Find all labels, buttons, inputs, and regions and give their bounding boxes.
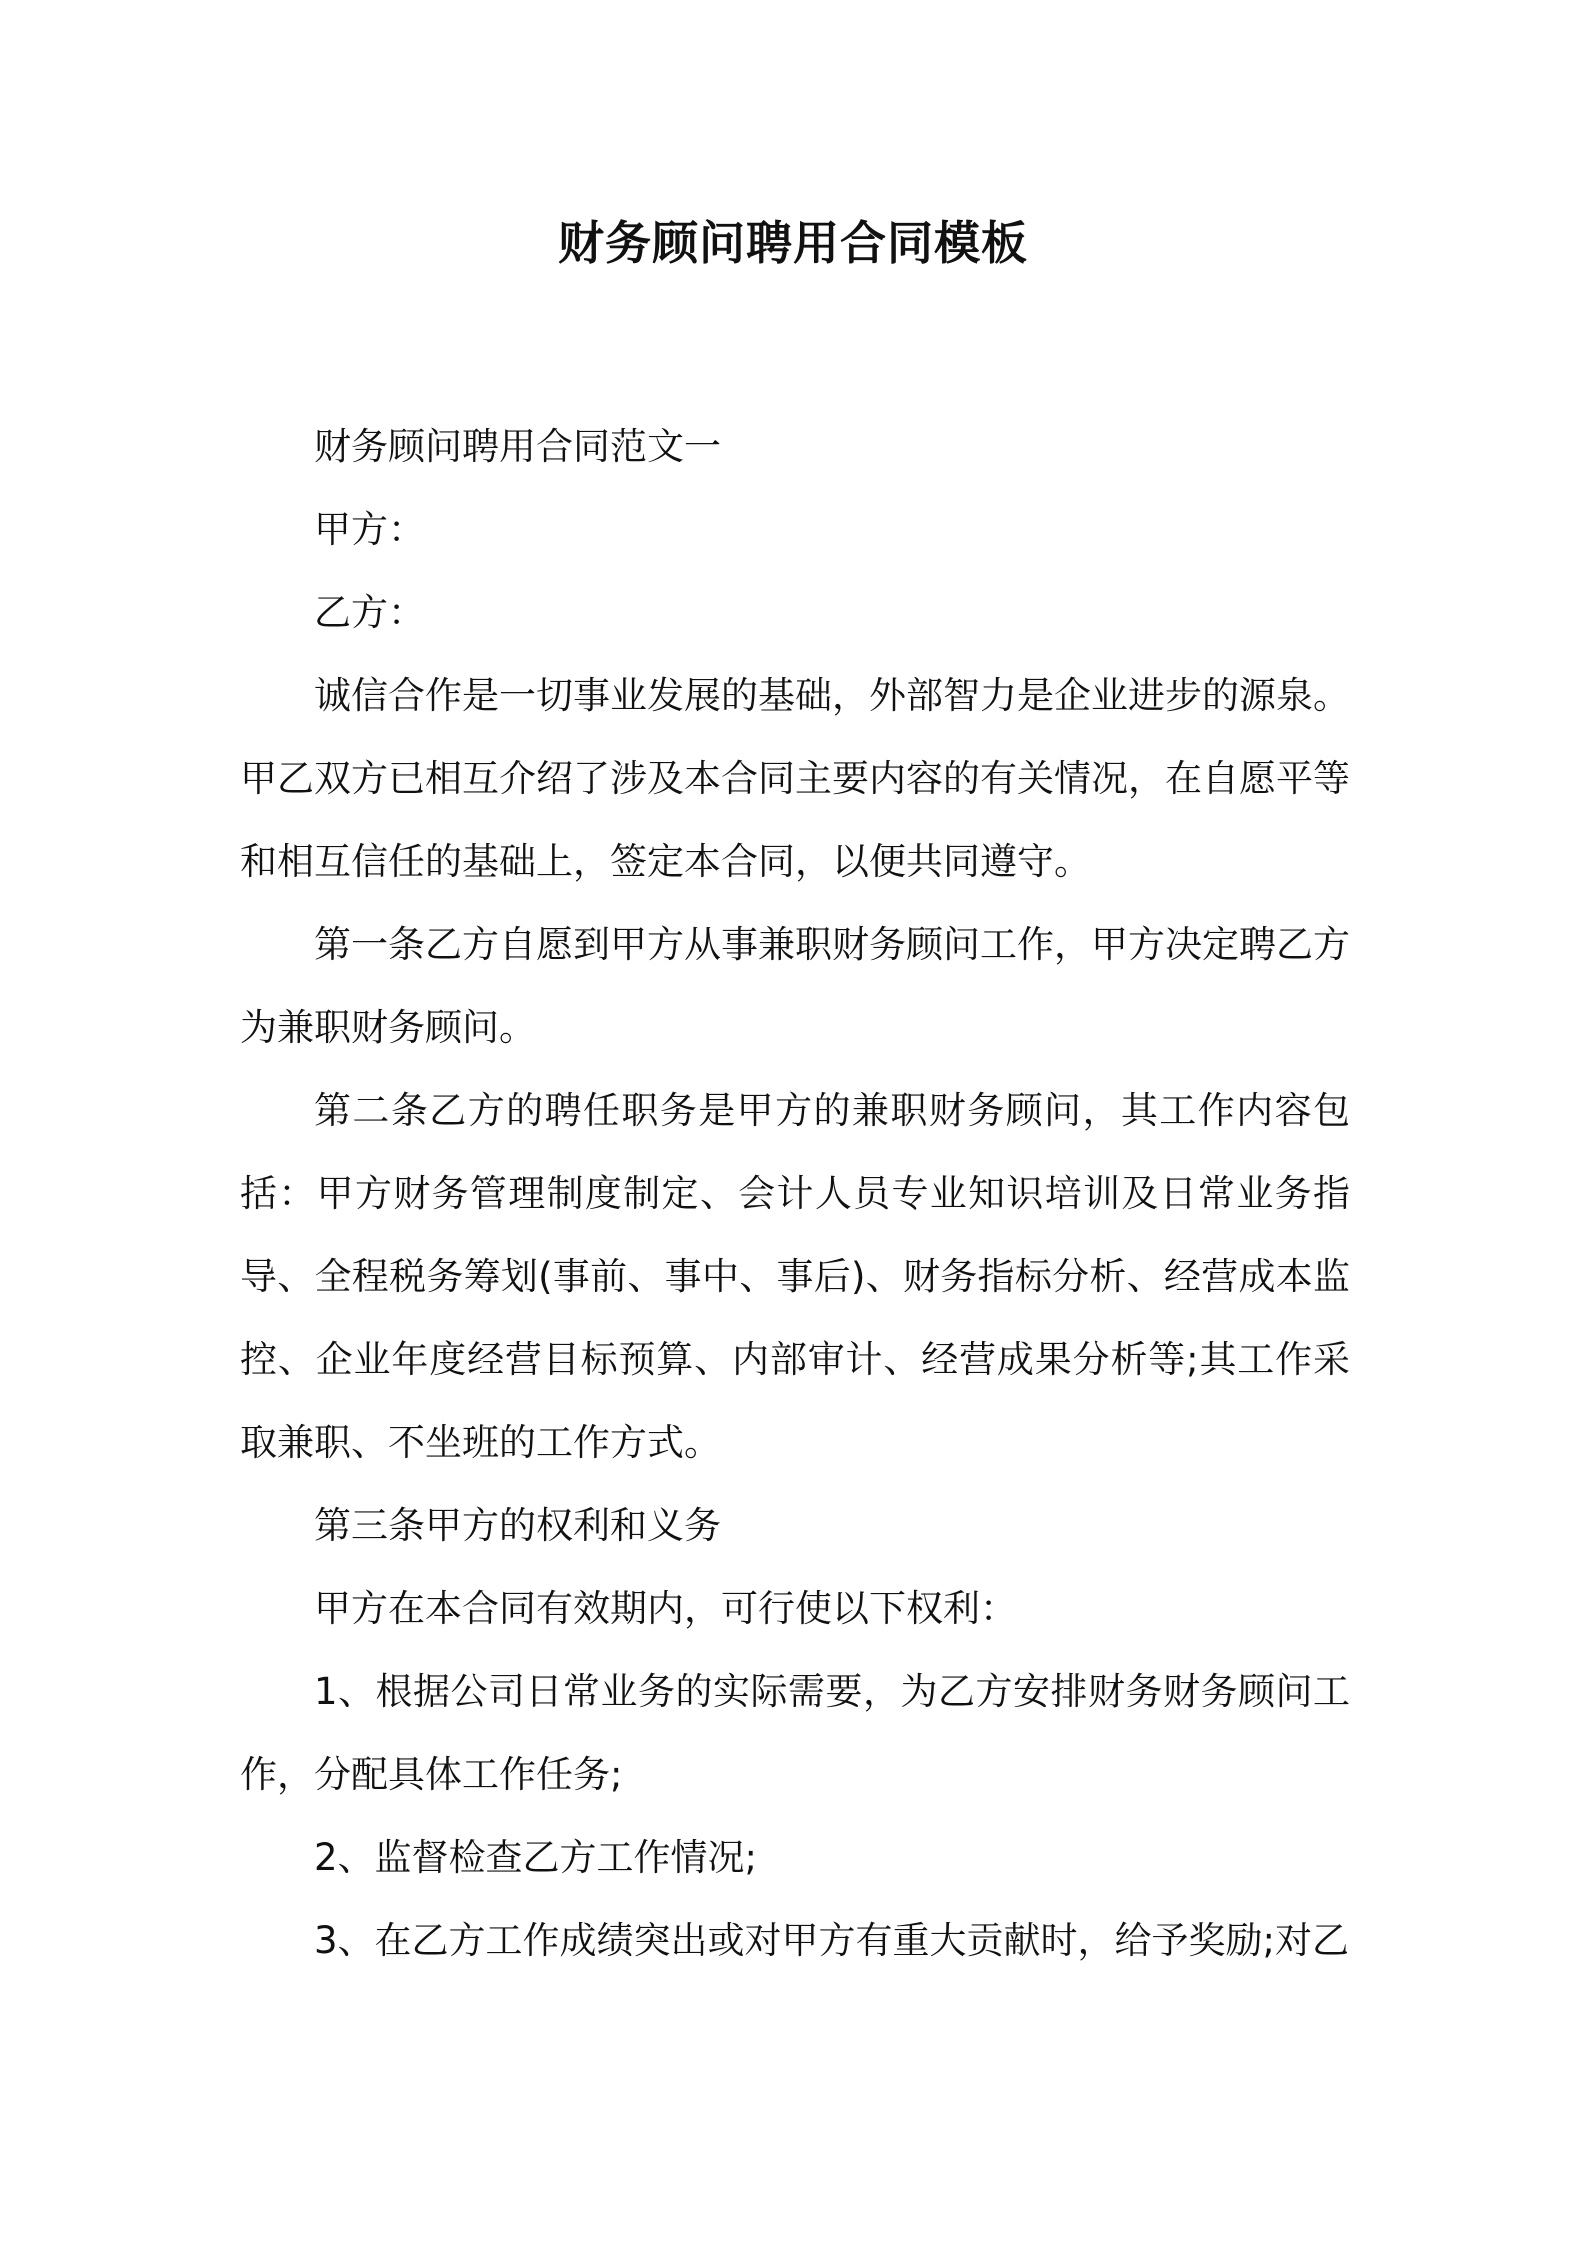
paragraph-party-a: 甲方： [314,508,425,551]
paragraph-party-b: 乙方： [314,591,425,634]
paragraph-article-3-heading: 第三条甲方的权利和义务 [314,1504,721,1547]
document-title: 财务顾问聘用合同模板 [558,216,1028,270]
document-body [240,405,1350,1982]
paragraph-article-1: 第一条乙方自愿到甲方从事兼职财务顾问工作，甲方决定聘乙方为兼职财务顾问。 [240,923,1350,1049]
paragraph-rights-intro: 甲方在本合同有效期内，可行使以下权利： [314,1587,1017,1630]
paragraph-right-1: 1、根据公司日常业务的实际需要，为乙方安排财务财务顾问工作，分配具体工作任务; [240,1670,1350,1796]
paragraph-right-2: 2、监督检查乙方工作情况; [314,1836,758,1879]
paragraph-right-3: 3、在乙方工作成绩突出或对甲方有重大贡献时，给予奖励;对乙 [314,1919,1350,1962]
paragraph-subtitle: 财务顾问聘用合同范文一 [314,425,721,468]
paragraph-article-2: 第二条乙方的聘任职务是甲方的兼职财务顾问，其工作内容包括：甲方财务管理制度制定、会计人员专业知识培训及日常业务指导、全程税务筹划(事前、事中、事后)、财务指标分析、经营成本监控、企业年度经营目标预算、内部审计、经营成果分析等;其工作采取兼职、不坐班的工作方式。 [240,1089,1350,1464]
paragraph-preamble: 诚信合作是一切事业发展的基础，外部智力是企业进步的源泉。甲乙双方已相互介绍了涉及本合同主要内容的有关情况，在自愿平等和相互信任的基础上，签定本合同，以便共同遵守。 [240,674,1350,883]
